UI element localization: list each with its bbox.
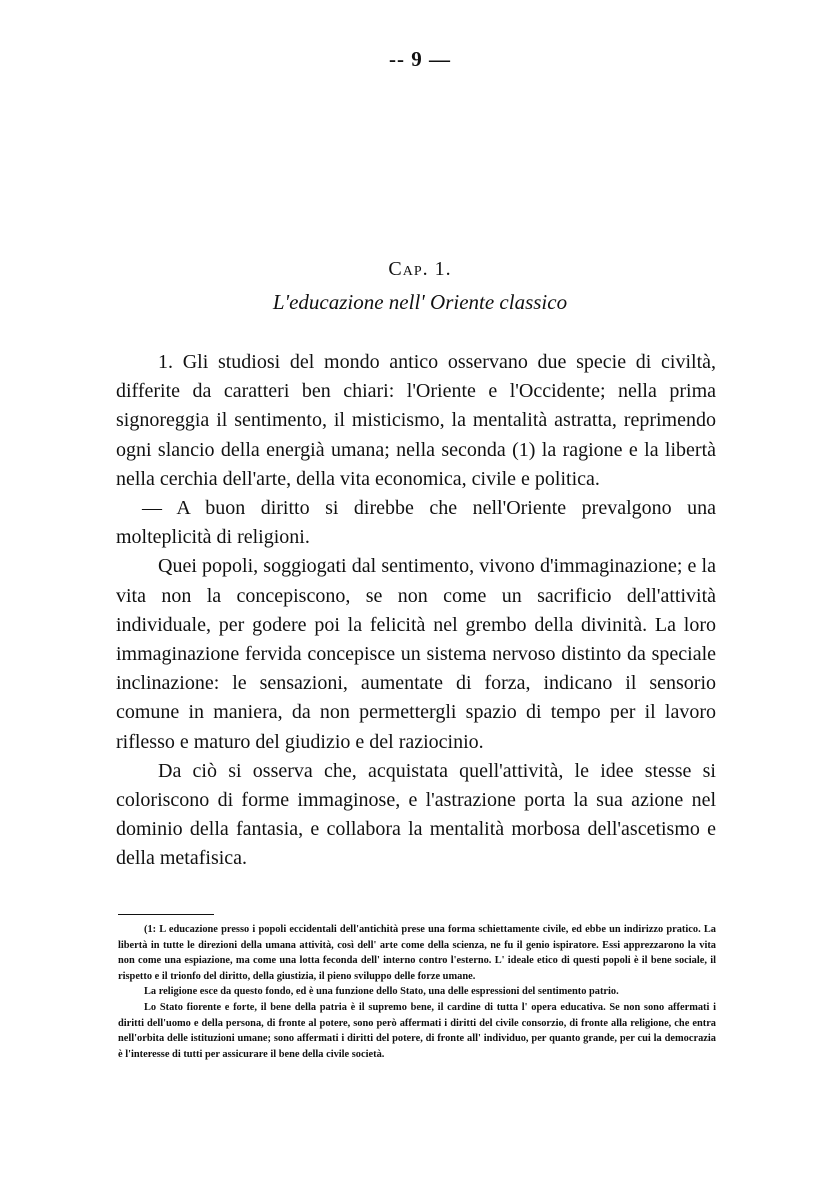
paragraph: 1. Gli studiosi del mondo antico osservano due specie di civiltà, differite da caratteri ben chiari: l'Oriente e l'Occidente; nella prima signoreggia il sentimento, il misticismo, la mentalità astratta, reprimendo ogni slancio della energià umana; nella seconda (1) la ragione e la libertà nella cerchia dell'arte, della vita economica, civile e politica. xyxy=(116,351,716,490)
page-number: -- 9 — xyxy=(389,47,451,71)
footnote: La religione esce da questo fondo, ed è una funzione dello Stato, una delle espressioni del sentimento patrio. xyxy=(144,986,619,998)
chapter-title: L'educazione nell' Oriente classico xyxy=(272,290,568,314)
paragraph: Quei popoli, soggiogati dal sentimento, vivono d'immaginazione; e la vita non la concepiscono, se non come un sacrificio dell'attività individuale, per godere poi la felicità nel grembo della divinità. La loro immaginazione fervida concepisce un sistema nervoso distinto da speciale inclinazione: le sensazioni, aumentate di forza, indicano il sensorio comune in maniera, da non permettergli spazio di tempo per il lavoro riflesso e maturo del giudizio e del raziocinio. xyxy=(116,555,716,753)
footnote: Lo Stato fiorente e forte, il bene della patria è il supremo bene, il cardine di tutta l' opera educativa. Se non sono affermati i diritti dell'uomo e della persona, di fronte al potere, sono però affermati i diritti del civile consorzio, di fronte alla religione, che entra nell'orbita delle istituzioni umane; sono affermati i diritti del potere, di fronte all' individuo, per quanto grande, per cui la democrazia è l'interesse di tutti per assicurare il bene della civile società. xyxy=(118,1001,716,1060)
body-text xyxy=(116,348,716,874)
paragraph: — A buon diritto si direbbe che nell'Oriente prevalgono una molteplicità di religioni. xyxy=(116,497,716,549)
footnotes xyxy=(118,922,716,1062)
footnote: (1: L educazione presso i popoli eccidentali dell'antichità prese una forma schiettamente civile, ed ebbe un indirizzo pratico. La libertà in tutte le direzioni della umana attività, così dell' arte come della scienza, ne fu il genio ispiratore. Essi apprezzarono la vita non come una espiazione, ma come una lotta feconda dell' interno contro l'esterno. L' ideale etico di questi popoli è il bene sociale, il rispetto e il trionfo del diritto, della giustizia, il pieno sviluppo delle forze umane. xyxy=(118,924,716,982)
chapter-label: Cap. 1. xyxy=(388,258,452,280)
footnote-divider xyxy=(118,914,214,915)
paragraph: Da ciò si osserva che, acquistata quell'attività, le idee stesse si coloriscono di forme immaginose, e l'astrazione porta la sua azione nel dominio della fantasia, e collabora la mentalità morbosa dell'ascetismo e della metafisica. xyxy=(116,759,716,870)
